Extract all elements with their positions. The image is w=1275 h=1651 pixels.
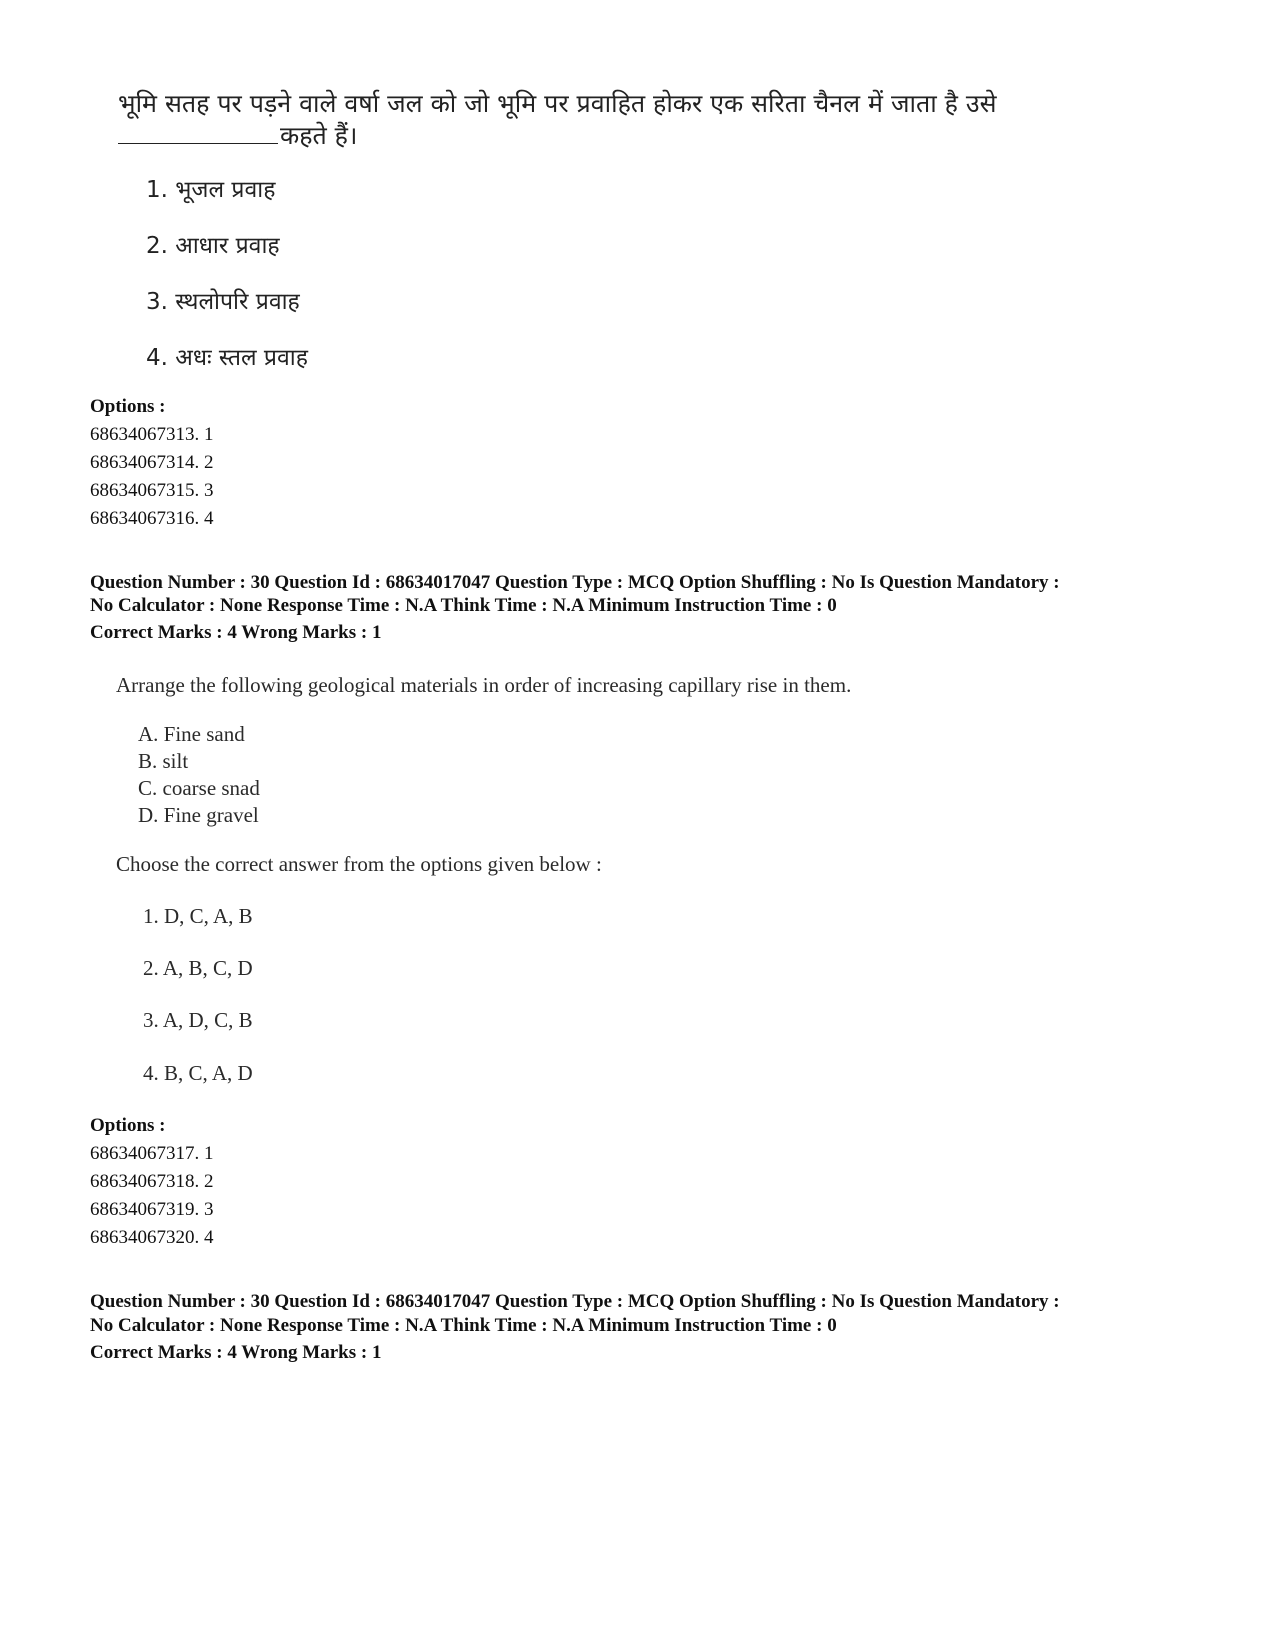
q1-option-id-4: 68634067316. 4 [90, 508, 214, 529]
q2-instruction: Choose the correct answer from the options given below : [116, 852, 602, 876]
q2-item-d: D. Fine gravel [138, 803, 259, 827]
q2-meta-line1: Question Number : 30 Question Id : 68634017047 Question Type : MCQ Option Shuffling : No Is Question Mandatory : [90, 572, 1060, 593]
q1-stem-line2-text: कहते हैं। [280, 121, 358, 150]
q2-option-id-4: 68634067320. 4 [90, 1227, 214, 1248]
q3-meta-line2: No Calculator : None Response Time : N.A Think Time : N.A Minimum Instruction Time : 0 [90, 1315, 837, 1336]
q1-choice-4: 4. अधः स्तल प्रवाह [146, 345, 308, 371]
q1-stem-line2 [118, 118, 357, 152]
q1-choice-3: 3. स्थलोपरि प्रवाह [146, 289, 300, 315]
q2-meta-line2: No Calculator : None Response Time : N.A Think Time : N.A Minimum Instruction Time : 0 [90, 595, 837, 616]
q2-item-b: B. silt [138, 749, 189, 773]
q3-meta-line3: Correct Marks : 4 Wrong Marks : 1 [90, 1342, 382, 1363]
q2-choice-1: 1. D, C, A, B [143, 904, 253, 928]
q2-option-id-2: 68634067318. 2 [90, 1171, 214, 1192]
q2-item-c: C. coarse snad [138, 776, 260, 800]
answer-blank [118, 121, 278, 144]
q2-item-a: A. Fine sand [138, 722, 245, 746]
q2-option-id-1: 68634067317. 1 [90, 1143, 214, 1164]
q3-meta-line1: Question Number : 30 Question Id : 68634017047 Question Type : MCQ Option Shuffling : No Is Question Mandatory : [90, 1291, 1060, 1312]
q1-choice-2: 2. आधार प्रवाह [146, 233, 280, 259]
q2-choice-2: 2. A, B, C, D [143, 956, 253, 980]
q1-option-id-2: 68634067314. 2 [90, 452, 214, 473]
q2-choice-4: 4. B, C, A, D [143, 1061, 253, 1085]
q2-meta-line3: Correct Marks : 4 Wrong Marks : 1 [90, 622, 382, 643]
q2-options-label: Options : [90, 1115, 166, 1136]
q1-option-id-1: 68634067313. 1 [90, 424, 214, 445]
q1-options-label: Options : [90, 396, 166, 417]
q2-stem: Arrange the following geological materials in order of increasing capillary rise in them. [116, 673, 852, 697]
q1-option-id-3: 68634067315. 3 [90, 480, 214, 501]
q1-choice-1: 1. भूजल प्रवाह [146, 177, 276, 203]
q1-stem-line1: भूमि सतह पर पड़ने वाले वर्षा जल को जो भूमि पर प्रवाहित होकर एक सरिता चैनल में जाता है उसे [118, 89, 997, 118]
q2-option-id-3: 68634067319. 3 [90, 1199, 214, 1220]
q2-choice-3: 3. A, D, C, B [143, 1008, 253, 1032]
